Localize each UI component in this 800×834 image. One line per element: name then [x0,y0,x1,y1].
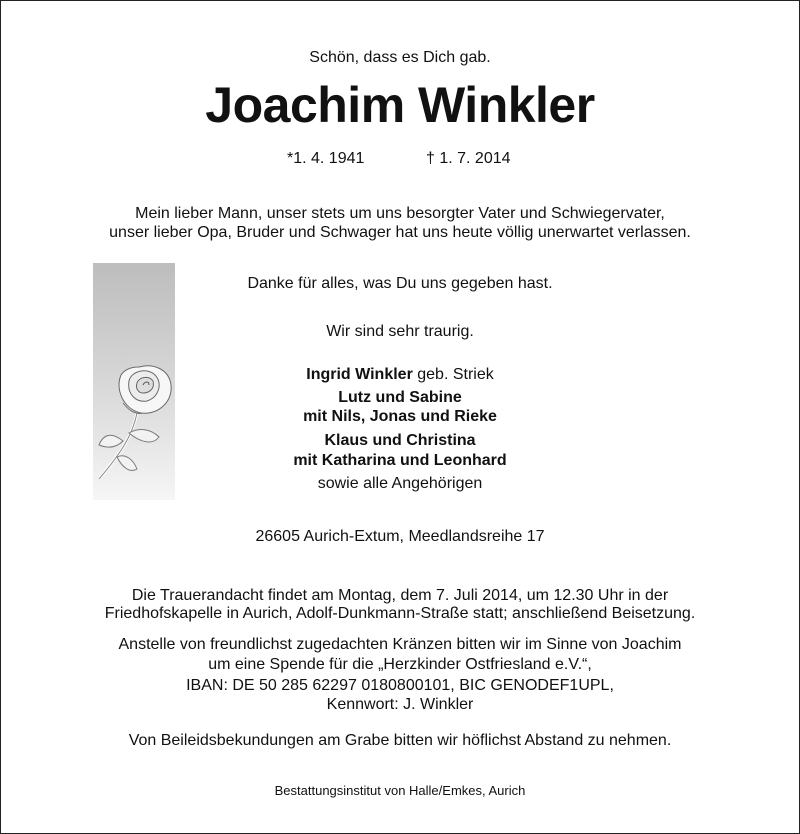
mourner-line-3: mit Nils, Jonas und Rieke [303,408,497,425]
mourner-line-5: mit Katharina und Leonhard [293,452,507,469]
service-line-2: Friedhofskapelle in Aurich, Adolf-Dunkmann-Straße statt; anschließend Beisetzung. [104,605,696,622]
donation-line-2: um eine Spende für die „Herzkinder Ostfriesland e.V.“, [208,656,592,673]
sad-line: Wir sind sehr traurig. [326,323,474,340]
deceased-name: Joachim Winkler [205,77,595,133]
service-line-1: Die Trauerandacht findet am Montag, dem 7. Juli 2014, um 12.30 Uhr in der [131,587,669,604]
birth-date: *1. 4. 1941 [287,150,365,167]
thanks-line: Danke für alles, was Du uns gegeben hast. [247,275,553,292]
donation-line-1: Anstelle von freundlichst zugedachten Kränzen bitten wir im Sinne von Joachim [118,636,682,653]
death-date: † 1. 7. 2014 [426,150,511,167]
mourner-line-4: Klaus und Christina [324,432,476,449]
widow-maiden-name: geb. Striek [412,366,494,383]
undertaker: Bestattungsinstitut von Halle/Emkes, Aurich [274,783,526,798]
donation-line-3: IBAN: DE 50 285 62297 0180800101, BIC GENODEF1UPL, [186,677,614,694]
family-address: 26605 Aurich-Extum, Meedlandsreihe 17 [255,528,545,545]
motto: Schön, dass es Dich gab. [309,49,491,66]
intro-line-1: Mein lieber Mann, unser stets um uns besorgter Vater und Schwiegervater, [135,205,665,222]
mourner-line-2: Lutz und Sabine [338,389,462,406]
donation-line-4: Kennwort: J. Winkler [326,696,474,713]
condolence-note: Von Beileidsbekundungen am Grabe bitten wir höflichst Abstand zu nehmen. [128,732,672,749]
intro-line-2: unser lieber Opa, Bruder und Schwager hat uns heute völlig unerwartet verlassen. [109,224,691,241]
mourner-widow [1,365,799,385]
widow-name: Ingrid Winkler [306,366,413,383]
mourner-line-6: sowie alle Angehörigen [317,475,483,492]
